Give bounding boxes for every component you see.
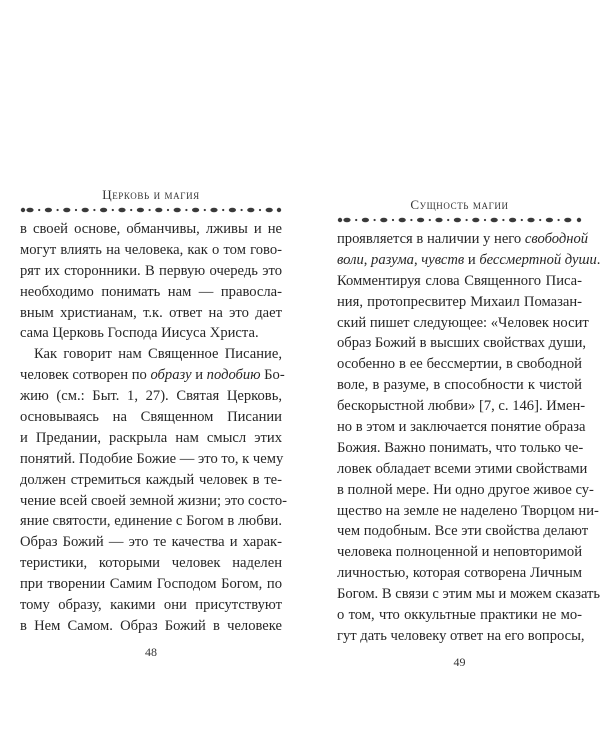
ornament-piece [484,219,486,221]
ornament-piece [137,208,144,213]
ornament-piece [338,218,342,222]
text-segment: и Предании, раскрыла нам смысл этих [20,429,282,446]
ornament-piece [374,219,376,221]
ornament-piece [429,219,431,221]
ornament-piece [558,219,560,221]
ornament-piece [229,208,236,213]
text-line [337,521,589,542]
text-segment: яние святости, единение с Богом в любви. [20,513,282,530]
text-line [20,323,282,344]
italic-term: воли [337,251,364,268]
text-line [337,250,597,271]
ornament-piece [343,218,350,223]
ornament-piece [509,218,516,223]
ornament-piece [192,208,199,213]
ornament-piece [118,208,125,213]
text-line [337,354,582,375]
running-header-right: Сущность магии [410,197,509,212]
ornament-piece [93,209,95,211]
text-segment: Как говорит нам Священное Писание, [34,346,282,363]
ornament-piece [167,209,169,211]
text-line [20,491,288,512]
ornament-piece [539,219,541,221]
ornament-piece [417,218,424,223]
body-text-left [20,219,288,637]
ornament-piece [57,209,59,211]
text-line [337,542,582,563]
ornament-piece [466,219,468,221]
ornament-piece [454,218,461,223]
text-line [20,219,282,240]
text-segment: основываясь на Священном Писании [20,409,282,426]
text-segment: понятий. Подобие Божие — это то, к чему [20,450,284,467]
text-segment: , [363,251,372,268]
text-line [337,480,594,501]
ornament-piece [112,209,114,211]
text-line [20,261,282,282]
text-line [337,375,582,396]
ornament-piece [26,208,33,213]
text-line [337,333,587,354]
text-segment: но в этом и заключается понятие образа [337,419,586,436]
text-segment: Образ Божий — это те качества и харак- [20,534,282,551]
text-line [20,282,282,303]
text-line [337,563,582,584]
text-segment: должен стремиться каждый человек в те- [20,471,282,488]
ornament-piece [222,209,224,211]
text-segment: ловек обладает всеми этими свойствами [337,460,588,477]
text-line [337,292,582,313]
ornament-piece [355,219,357,221]
ornament-piece [435,218,442,223]
ornament-piece [130,209,132,211]
ornament-piece [100,208,107,213]
ornament-piece [174,208,181,213]
text-segment: вным христианам, т.к. ответ на это дает [20,304,282,321]
text-segment: могут влиять на человека, как о том гово- [20,241,282,258]
text-line [20,449,282,470]
text-segment: Богом. В связи с этим мы и можем сказать [337,586,600,603]
page-number-right: 49 [453,654,466,669]
text-segment: особенно в ее бессмертии, в свободной [337,356,582,373]
text-line [20,428,282,449]
text-line [20,595,282,616]
text-segment: в своей основе, обманчивы, лживы и не [20,221,282,237]
ornament-piece [399,218,406,223]
text-line [20,365,285,386]
text-segment: ский пишет следующее: «Человек носит [337,314,589,331]
text-line [20,553,282,574]
ornament-piece [546,218,553,223]
ornament-piece [38,209,40,211]
ornament-piece [491,218,498,223]
ornament-piece [577,218,581,222]
ornament-piece [185,209,187,211]
ornament-piece [392,219,394,221]
ornament-piece [204,209,206,211]
text-line [337,626,585,647]
italic-term: образу [150,367,192,384]
text-line [337,417,586,438]
text-segment: Божия. Важно понимать, что только че- [337,439,584,456]
ornament-divider-left [20,205,282,215]
ornament-piece [277,208,281,212]
running-header-left: Церковь и магия [102,187,200,202]
ornament-piece [410,219,412,221]
text-line [337,501,599,522]
text-line [337,459,588,480]
ornament-piece [527,218,534,223]
text-segment: чение всей своей земной жизни; это состо- [20,492,288,509]
text-line [20,470,282,491]
ornament-divider-right [337,215,582,225]
text-line [337,271,582,292]
ornament-piece [82,208,89,213]
text-line [20,344,282,365]
text-segment: при творении Самим Господом Богом, по [20,576,282,593]
text-line [20,407,282,428]
italic-term: подобию [206,367,261,384]
text-segment: и [464,251,480,268]
text-line [337,229,589,250]
ornament-piece [75,209,77,211]
ornament-piece [210,208,217,213]
text-segment: человек сотворен по [20,367,151,384]
text-segment: в Нем Самом. Образ Божий в человеке [20,617,282,634]
italic-term: чувств [421,251,465,268]
text-line [20,511,282,532]
text-line [337,438,582,459]
italic-term: свободной [524,231,589,247]
text-segment: ния, протопресвитер Михаил Помазан- [337,293,582,310]
ornament-piece [521,219,523,221]
ornament-piece [63,208,70,213]
text-segment: воле, в разуме, в способности к чистой [337,377,582,394]
ornament-piece [502,219,504,221]
text-segment: Бо- [260,367,285,384]
text-line [20,386,282,407]
body-text-right [337,229,600,647]
text-segment: гут дать человеку ответ на его вопросы, [337,627,585,644]
text-segment: чем подобным. Все эти свойства делают [337,523,589,540]
ornament-piece [380,218,387,223]
ornament-piece [472,218,479,223]
text-line [337,313,589,334]
text-segment: тому образу, какими они присутствуют [20,597,282,614]
text-segment: щество на земле не наделено Творцом ни- [337,502,599,519]
text-line [337,396,586,417]
ornament-piece [447,219,449,221]
text-segment: о том, что оккультные практики не мо- [337,607,582,624]
right-page [337,196,600,670]
text-segment: , [413,251,422,268]
text-segment: сама Церковь Господа Иисуса Христа. [20,325,259,342]
text-line [20,240,282,261]
ornament-piece [21,208,25,212]
text-segment: образ Божий в высших свойствах души, [337,335,587,352]
ornament-piece [45,208,52,213]
page-number-left: 48 [145,644,157,659]
ornament-piece [155,208,162,213]
text-line [337,605,582,626]
ornament-piece [266,208,273,213]
text-segment: в полной мере. Ни одно другое живое су- [337,481,594,498]
text-segment: жию (см.: Быт. 1, 27). Святая Церковь, [20,388,282,405]
ornament-piece [564,218,571,223]
text-line [20,532,282,553]
left-page [20,186,288,660]
ornament-piece [241,209,243,211]
ornament-piece [362,218,369,223]
text-line [20,303,282,324]
text-line [20,574,282,595]
text-segment: теристики, которыми человек наделен [20,555,282,572]
ornament-piece [149,209,151,211]
italic-term: бессмертной души [479,251,597,268]
italic-term: разума [371,251,414,268]
text-segment: личностью, которая сотворена Личным [337,565,582,582]
ornament-piece [247,208,254,213]
text-segment: необходимо понимать нам — правосла- [20,283,282,300]
text-segment: Комментируя слова Священного Писа- [337,272,582,289]
text-segment: проявляется в наличии у него [337,231,525,247]
text-segment: бескорыстной любви» [7, с. 146]. Имен- [337,398,586,415]
text-line [20,616,282,637]
ornament-piece [259,209,261,211]
text-segment: и [191,367,207,384]
text-line [337,584,600,605]
text-segment: рят их сторонники. В первую очередь это [20,262,282,279]
text-segment: человека полноценной и неповторимой [337,544,582,561]
